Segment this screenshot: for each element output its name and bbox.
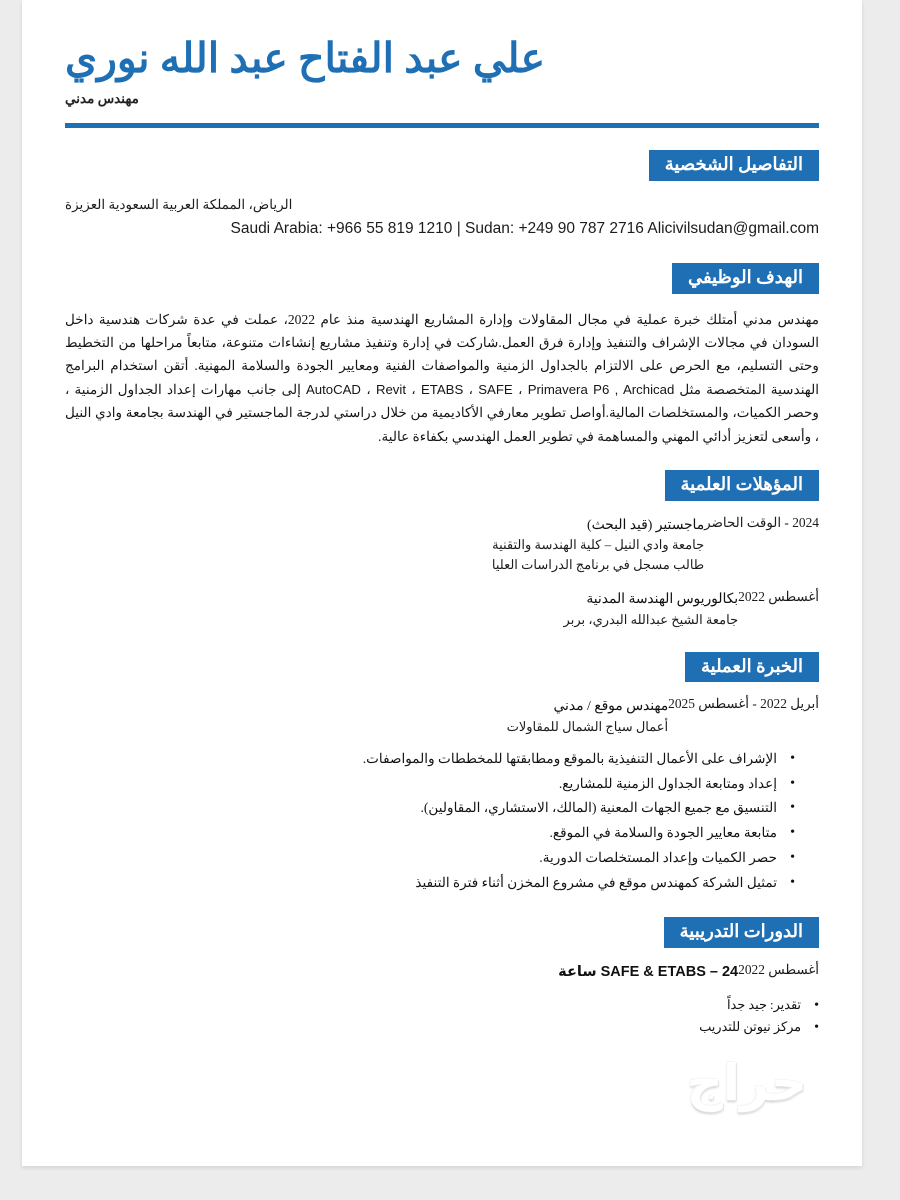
experience-entry — [65, 695, 819, 737]
section-education — [65, 470, 819, 630]
education-degree: بكالوريوس الهندسة المدنية — [586, 591, 739, 607]
education-institution: جامعة الشيخ عبدالله البدري، بربر — [563, 611, 739, 627]
course-entry — [65, 961, 819, 983]
list-item: • مركز نيوتن للتدريب — [65, 1017, 819, 1039]
section-heading-experience: الخبرة العملية — [685, 652, 819, 683]
section-heading-objective: الهدف الوظيفي — [672, 263, 819, 294]
objective-software-list: AutoCAD ، Revit ، ETABS ، SAFE ، Primavera P6 , Archicad — [305, 381, 675, 397]
cv-header — [65, 0, 819, 107]
education-entry-main — [65, 514, 704, 576]
section-heading-education: المؤهلات العلمية — [665, 470, 819, 501]
experience-job-title: مهندس موقع / مدني — [553, 698, 669, 714]
course-entry-main — [65, 961, 738, 983]
page-title: علي عبد الفتاح عبد الله نوري — [65, 35, 546, 81]
section-heading-row — [65, 263, 819, 294]
education-date: أغسطس 2022 — [738, 589, 819, 605]
cv-page-content — [22, 0, 862, 1166]
list-item: • الإشراف على الأعمال التنفيذية بالموقع ومطابقتها للمخططات والمواصفات. — [65, 747, 795, 772]
list-item: • تقدير: جيد جداً — [65, 995, 819, 1017]
course-title: SAFE & ETABS – 24 ساعة — [558, 963, 739, 980]
education-entry — [65, 514, 819, 576]
education-degree: ماجستير (قيد البحث) — [587, 516, 705, 532]
course-detail-list — [65, 995, 819, 1039]
section-heading-personal: التفاصيل الشخصية — [649, 150, 819, 181]
education-date: 2024 - الوقت الحاضر — [704, 514, 819, 530]
list-item: • حصر الكميات وإعداد المستخلصات الدورية. — [65, 846, 795, 871]
section-heading-row — [65, 470, 819, 501]
education-institution: جامعة وادي النيل – كلية الهندسة والتقنية — [492, 537, 705, 553]
objective-text-part2: إلى جانب مهارات إعداد الجداول الزمنية ، وحصر الكميات، والمستخلصات المالية.أواصل تطوير معارفي الأكاديمية من خلال دراستي لدرجة الماجستير في الهندسة بجامعة وادي النيل ، وأسعى لتعزيز أدائي المهني والمساهمة في تطوير العمل الهندسي بكفاءة عالية. — [65, 381, 819, 444]
section-courses — [65, 917, 819, 1038]
education-entry-main — [65, 588, 738, 630]
experience-responsibility-list — [65, 747, 819, 895]
objective-paragraph — [65, 308, 819, 449]
contact-details-line: Saudi Arabia: +966 55 819 1210 | Sudan: +249 90 787 2716 Alicivilsudan@gmail.com — [230, 220, 819, 238]
header-divider — [65, 123, 819, 128]
list-item: • التنسيق مع جميع الجهات المعنية (المالك، الاستشاري، المقاولين). — [65, 796, 795, 821]
course-date: أغسطس 2022 — [738, 961, 819, 977]
cv-page — [22, 0, 862, 1166]
section-heading-row — [65, 652, 819, 683]
education-detail: طالب مسجل في برنامج الدراسات العليا — [491, 557, 705, 573]
section-experience — [65, 652, 819, 895]
education-entry — [65, 588, 819, 630]
section-personal-details — [65, 150, 819, 241]
list-item: • متابعة معايير الجودة والسلامة في الموقع. — [65, 821, 795, 846]
contact-block — [65, 195, 819, 241]
experience-date: أبريل 2022 - أغسطس 2025 — [668, 696, 819, 712]
section-objective — [65, 263, 819, 448]
job-role-subtitle: مهندس مدني — [65, 91, 139, 107]
watermark-logo: حراج — [686, 1055, 808, 1111]
experience-entry-main — [65, 695, 668, 737]
list-item: • إعداد ومتابعة الجداول الزمنية للمشاريع. — [65, 772, 795, 797]
section-heading-courses: الدورات التدريبية — [664, 917, 819, 948]
objective-text-part1: مهندس مدني أمتلك خبرة عملية في مجال المقاولات وإدارة المشاريع الهندسية منذ عام 2022، عملت في عدة شركات هندسية داخل السودان في مجالات الإشراف والتنفيذ وإدارة فرق العمل.شاركت في إدارة وتنفيذ مشاريع إنشاءات متنوعة، متابعاً مراحلها من التخطيط وحتى التسليم، مع الحرص على الالتزام بالجداول الزمنية والمواصفات الفنية ومعايير الجودة والسلامة المهنية. أتقن استخدام البرامج الهندسية المتخصصة مثل — [65, 311, 820, 397]
contact-location: الرياض، المملكة العربية السعودية العزيزة — [65, 196, 293, 212]
list-item: • تمثيل الشركة كمهندس موقع في مشروع المخزن أثناء فترة التنفيذ — [65, 871, 795, 896]
experience-company: أعمال سياج الشمال للمقاولات — [506, 718, 669, 734]
section-heading-row — [65, 150, 819, 181]
section-heading-row — [65, 917, 819, 948]
